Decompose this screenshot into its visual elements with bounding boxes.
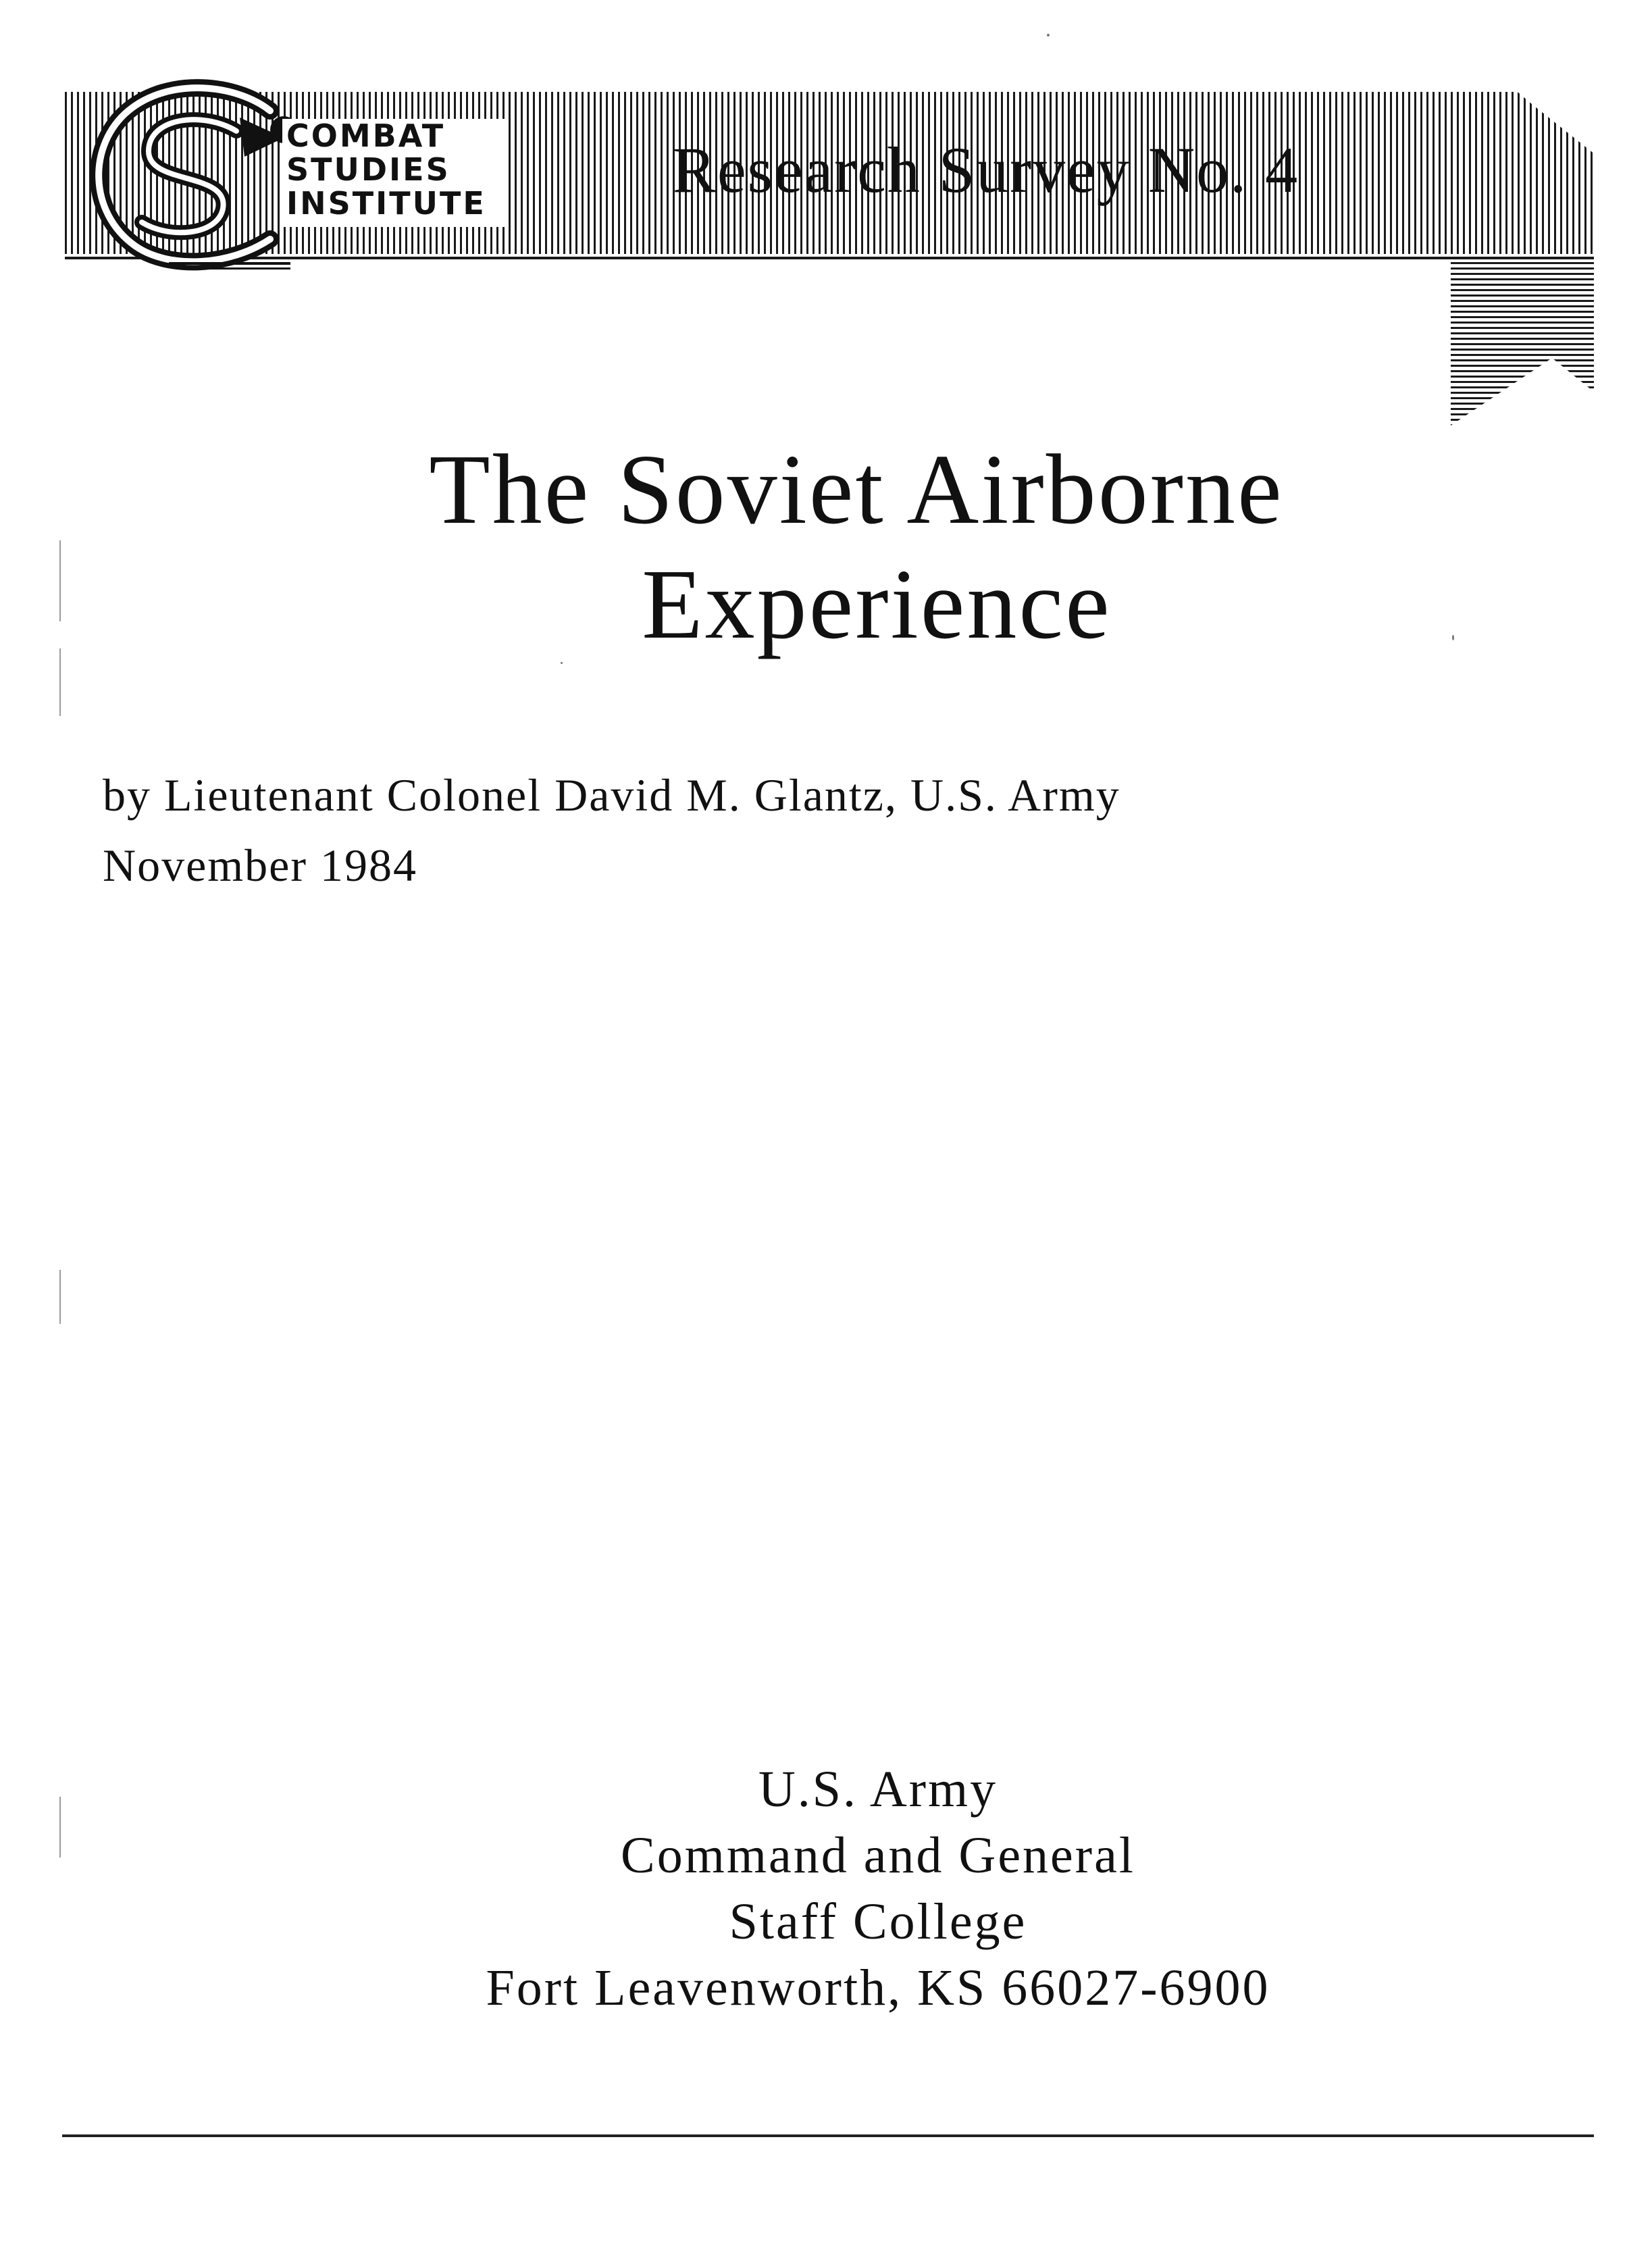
publisher-line-3: Staff College [729,1893,1027,1950]
scan-mark [59,648,61,716]
csi-wordmark [282,119,507,227]
document-title [0,432,1652,662]
publication-date: November 1984 [103,840,418,891]
publisher-line-4: Fort Leavenworth, KS 66027-6900 [486,1960,1270,2016]
scan-mark [59,1797,61,1858]
publisher-line-1: U.S. Army [758,1761,998,1818]
publisher-line-2: Command and General [621,1827,1135,1884]
author-line: by Lieutenant Colonel David M. Glantz, U.S. Army [103,769,1120,821]
bottom-rule [62,2134,1594,2137]
scan-speck [561,662,563,664]
scan-mark [59,540,61,621]
title-line-1: The Soviet Airborne [429,434,1284,545]
publisher-block [392,1756,1364,2021]
scan-speck [1047,34,1050,36]
chevron-ornament-icon [1451,257,1594,432]
scan-speck [1452,635,1454,640]
csi-emblem-icon [68,70,290,273]
logo-line-combat: COMBAT [286,118,446,154]
title-line-2: Experience [642,549,1112,660]
logo-line-studies: STUDIES [286,151,450,188]
series-title-box [652,112,1319,227]
logo-line-institute: INSTITUTE [286,185,486,222]
series-title: Research Survey No. 4 [673,133,1299,206]
banner-underline [65,257,1594,259]
scan-mark [59,1270,61,1324]
